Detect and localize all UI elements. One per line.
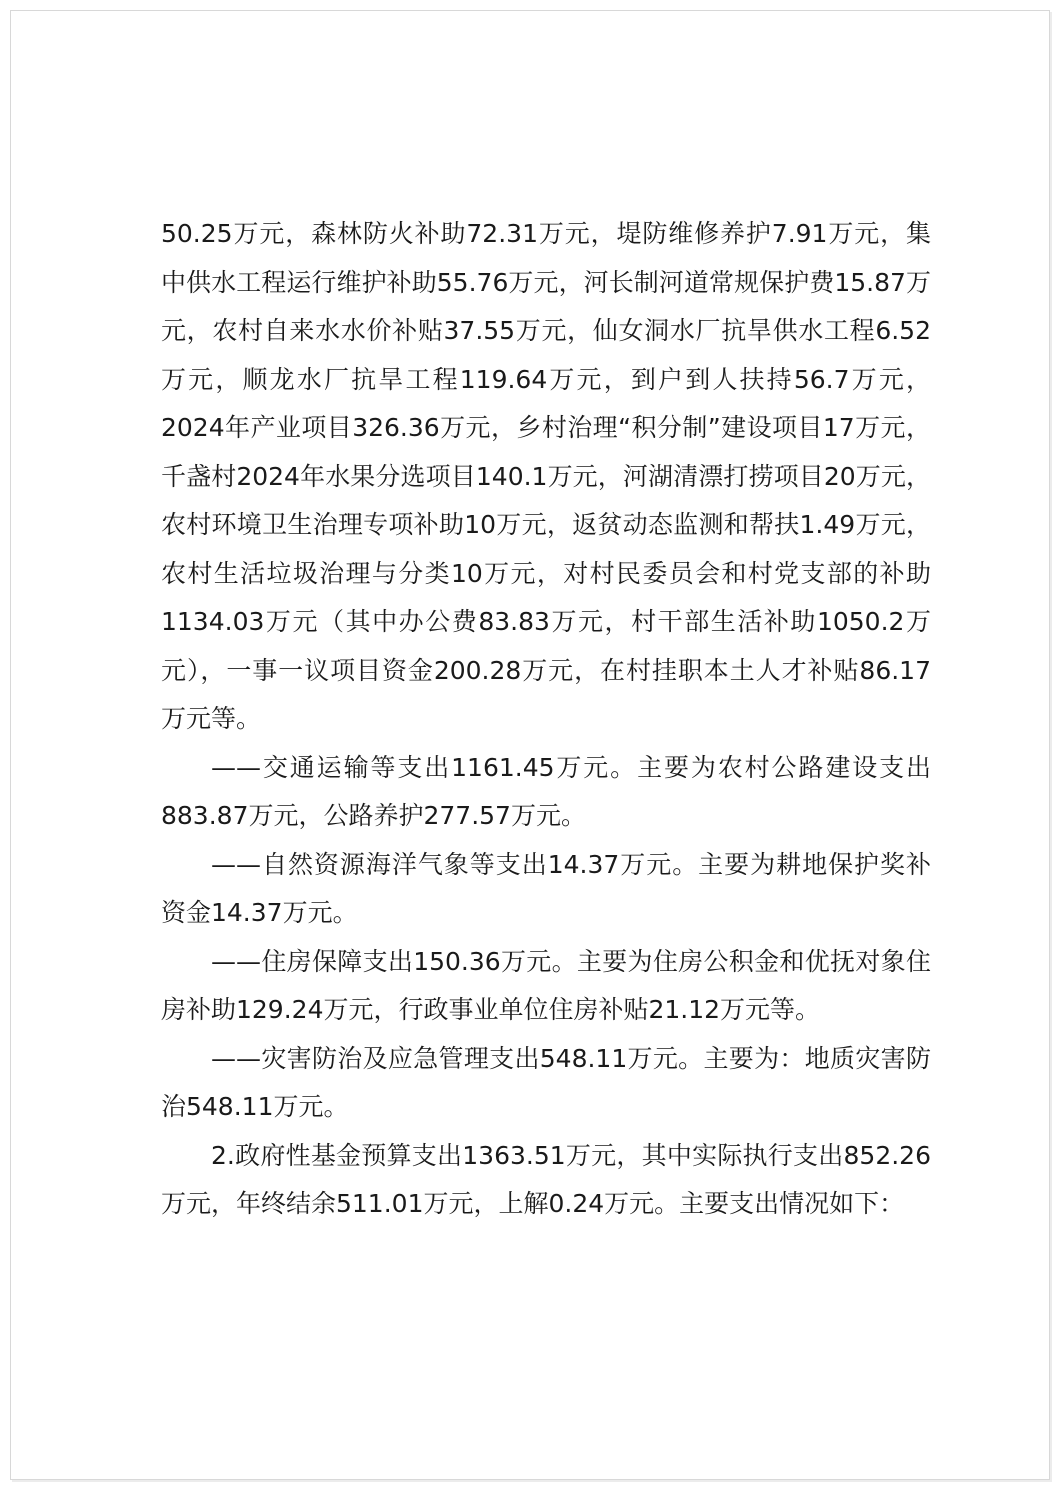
document-body [161,210,931,1229]
paragraph-housing-expenditure: ——住房保障支出150.36万元。主要为住房公积金和优抚对象住房补助129.24万元，行政事业单位住房补贴21.12万元等。 [161,946,931,1024]
paragraph-disaster-prevention-expenditure: ——灾害防治及应急管理支出548.11万元。主要为：地质灾害防治548.11万元。 [161,1043,931,1121]
paragraph-transport-expenditure: ——交通运输等支出1161.45万元。主要为农村公路建设支出883.87万元，公路养护277.57万元。 [161,752,931,830]
paragraph-government-fund-budget: 2.政府性基金预算支出1363.51万元，其中实际执行支出852.26万元，年终结余511.01万元，上解0.24万元。主要支出情况如下： [161,1140,931,1218]
paragraph-natural-resources-expenditure: ——自然资源海洋气象等支出14.37万元。主要为耕地保护奖补资金14.37万元。 [161,849,931,927]
document-page [10,10,1050,1480]
paragraph-agriculture-items: 50.25万元，森林防火补助72.31万元，堤防维修养护7.91万元，集中供水工程运行维护补助55.76万元，河长制河道常规保护费15.87万元，农村自来水水价补贴37.55万元，仙女洞水厂抗旱供水工程6.52万元，顺龙水厂抗旱工程119.64万元，到户到人扶持56.7万元，2024年产业项目326.36万元，乡村治理“积分制”建设项目17万元，千盏村2024年水果分选项目140.1万元，河湖清漂打捞项目20万元，农村环境卫生治理专项补助10万元，返贫动态监测和帮扶1.49万元，农村生活垃圾治理与分类10万元，对村民委员会和村党支部的补助1134.03万元（其中办公费83.83万元，村干部生活补助1050.2万元），一事一议项目资金200.28万元，在村挂职本土人才补贴86.17万元等。 [161,219,931,733]
